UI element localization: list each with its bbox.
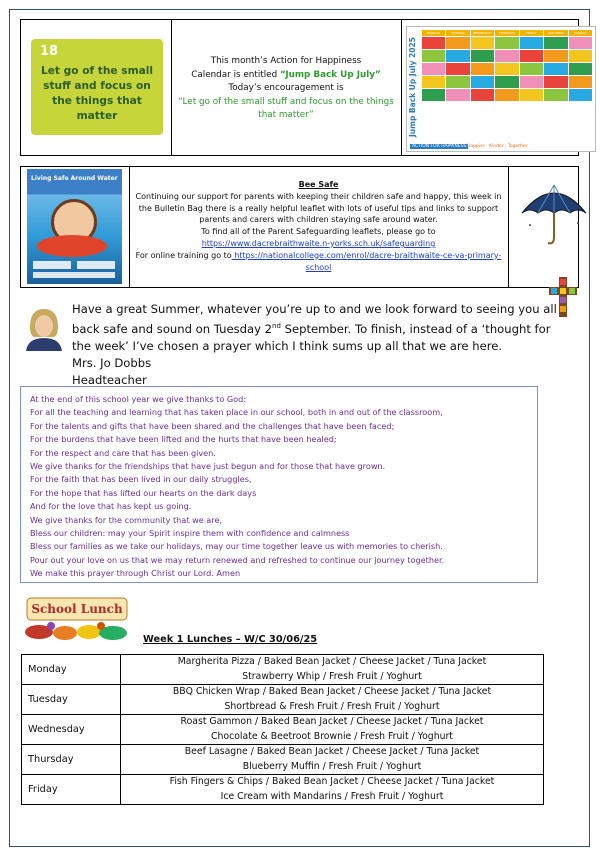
calendar-footer <box>407 142 595 151</box>
calendar-day-header: THURSDAY <box>495 30 518 36</box>
lunch-menu-line2: Blueberry Muffin / Fresh Fruit / Yoghurt <box>242 760 422 772</box>
lunch-menu <box>121 655 544 685</box>
prayer-line: For the burdens that have been lifted and the hurts that have been healed; <box>30 434 337 445</box>
calendar-day-cell <box>471 50 494 62</box>
bee-safe-section <box>20 166 579 288</box>
calendar-day-header: SUNDAY <box>569 30 592 36</box>
calendar-day-cell <box>520 89 543 101</box>
poster-title: Living Safe Around Water <box>31 175 118 182</box>
calendar-day-cell <box>495 63 518 75</box>
lunch-day: Friday <box>22 775 121 805</box>
lunch-menu-line1: BBQ Chicken Wrap / Baked Bean Jacket / Cheese Jacket / Tuna Jacket <box>172 686 492 697</box>
message-part1: Have a great Summer, whatever you’re up to and we look forward to seeing you all back safe and sound on Tuesday 2 <box>72 302 557 336</box>
headteacher-message <box>72 301 558 389</box>
bee-safe-text <box>131 179 506 273</box>
calendar-week <box>422 89 592 101</box>
calendar-day-cell <box>422 89 445 101</box>
lunch-menu <box>121 745 544 775</box>
lunch-row <box>22 715 544 745</box>
happiness-text <box>175 55 397 123</box>
happiness-line1: This month’s Action for Happiness <box>210 56 362 66</box>
bee-safe-body: Continuing our support for parents with keeping their children safe and happy, this week in the Bulletin Bag there is a really helpful leaflet with lots of useful tips and links to support parents and carers with children staying safe around water. <box>135 191 502 225</box>
swim-ring-illustration <box>37 235 107 257</box>
prayer-line: At the end of this school year we give thanks to God: <box>30 394 247 404</box>
poster-block <box>33 272 115 278</box>
calendar-footer-tagline: Happier · Kinder · Together <box>467 144 528 149</box>
lunch-row <box>22 685 544 715</box>
prayer-line: Pour out your love on us that we may return renewed and refreshed to continue our journey together. <box>30 554 445 565</box>
lunch-day: Tuesday <box>22 685 121 715</box>
lunch-menu-line2: Chocolate & Beetroot Brownie / Fresh Fruit / Yoghurt <box>211 730 453 742</box>
prayer-line: For the hope that has lifted our hearts on the dark days <box>30 487 257 498</box>
calendar-day-cell <box>544 37 567 49</box>
prayer-line: For the faith that has been lived in our daily struggles, <box>30 474 252 485</box>
lunch-menu <box>121 775 544 805</box>
bee-safe-text-cell <box>129 167 509 287</box>
calendar-week <box>422 50 592 62</box>
lunch-menu-line2: Strawberry Whip / Fresh Fruit / Yoghurt <box>242 670 422 682</box>
calendar-day-cell <box>520 37 543 49</box>
lunch-row <box>22 745 544 775</box>
calendar-day-cell <box>446 89 469 101</box>
calendar-day-cell <box>569 89 592 101</box>
calendar-day-cell <box>471 76 494 88</box>
lunch-day: Wednesday <box>22 715 121 745</box>
lunch-table <box>21 654 544 805</box>
lunch-table-body <box>22 655 544 805</box>
calendar-day-cell <box>422 37 445 49</box>
calendar-day-cell <box>544 63 567 75</box>
training-text: For online training go to <box>135 250 232 260</box>
leaflets-text: To find all of the Parent Safeguarding leaflets, please go to <box>201 227 436 237</box>
calendar-day-cell <box>446 63 469 75</box>
lunch-menu-line2: Shortbread & Fresh Fruit / Fresh Fruit / Yoghurt <box>224 700 440 712</box>
role: Headteacher <box>72 372 147 387</box>
signature: Mrs. Jo Dobbs <box>72 355 152 370</box>
umbrella-icon <box>518 179 590 249</box>
poster-block <box>77 261 115 269</box>
calendar-day-cell <box>569 37 592 49</box>
prayer-line: Bless our children: may your Spirit inspire them with confidence and calmness <box>30 528 350 539</box>
calendar-day-cell <box>495 76 518 88</box>
encouragement: “Let go of the small stuff and focus on the things that matter” <box>178 96 394 120</box>
calendar-title: “Jump Back Up July” <box>279 69 381 80</box>
calendar-week <box>422 76 592 88</box>
calendar-week <box>422 63 592 75</box>
happiness-line2 <box>175 69 397 83</box>
calendar-day-cell <box>544 50 567 62</box>
calendar-day-cell <box>422 63 445 75</box>
prayer-line: For all the teaching and learning that has taken place in our school, both in and out of the classroom, <box>30 407 443 418</box>
prayer-line: Bless our families as we take our holidays, may our time together leave us with memories to cherish. <box>30 541 443 552</box>
prayer-line: We give thanks for the friendships that have just begun and for those that have grown. <box>30 461 386 472</box>
card-text: Let go of the small stuff and focus on the things that matter <box>40 65 154 122</box>
umbrella-cell <box>508 167 578 287</box>
lunch-menu <box>121 715 544 745</box>
happiness-section <box>20 19 587 156</box>
calendar-vertical-title: Jump Back Up July 2025 <box>408 37 417 137</box>
calendar-day-header: FRIDAY <box>520 30 543 36</box>
prayer-box <box>20 386 538 583</box>
lunch-menu-line2: Ice Cream with Mandarins / Fresh Fruit / Yoghurt <box>220 790 444 802</box>
safeguarding-link[interactable]: https://www.dacrebraithwaite.n-yorks.sch.uk/safeguarding <box>201 238 436 248</box>
calendar-day-cell <box>471 37 494 49</box>
card-number: 18 <box>40 44 59 59</box>
calendar-day-cell <box>446 50 469 62</box>
calendar-day-cell <box>569 50 592 62</box>
calendar-day-cell <box>544 89 567 101</box>
calendar-footer-label: ACTION FOR HAPPINESS <box>412 144 467 149</box>
lunch-row <box>22 655 544 685</box>
calendar-days <box>422 30 592 36</box>
calendar-day-header: WEDNESDAY <box>471 30 494 36</box>
message-sup: nd <box>272 322 281 330</box>
calendar-day-header: SATURDAY <box>544 30 567 36</box>
prayer-line: And for the love that has kept us going. <box>30 501 192 512</box>
happiness-card-cell <box>21 20 172 155</box>
lunch-title: Week 1 Lunches – W/C 30/06/25 <box>143 634 318 645</box>
poster-block <box>33 261 71 269</box>
calendar-day-cell <box>495 89 518 101</box>
calendar-day-cell <box>544 76 567 88</box>
lunch-row <box>22 775 544 805</box>
calendar-grid <box>422 30 592 102</box>
happiness-card <box>31 39 163 135</box>
lunch-day: Monday <box>22 655 121 685</box>
calendar-day-cell <box>520 63 543 75</box>
poster-cell <box>21 167 130 287</box>
lunch-menu <box>121 685 544 715</box>
calendar-day-cell <box>471 89 494 101</box>
calendar-day-cell <box>495 37 518 49</box>
calendar-day-cell <box>422 50 445 62</box>
lunch-menu-line1: Fish Fingers & Chips / Baked Bean Jacket / Cheese Jacket / Tuna Jacket <box>169 776 495 787</box>
prayer-line: We make this prayer through Christ our Lord. Amen <box>30 568 241 579</box>
lunch-menu-line1: Margherita Pizza / Baked Bean Jacket / Cheese Jacket / Tuna Jacket <box>177 656 487 667</box>
prayer-line: We give thanks for the community that we are, <box>30 514 223 525</box>
school-lunch-logo <box>21 596 135 642</box>
training-line <box>131 250 506 274</box>
calendar-day-cell <box>569 76 592 88</box>
prayer-line: For the respect and care that has been given. <box>30 447 216 458</box>
happiness-line2-prefix: Calendar is entitled <box>191 69 280 80</box>
calendar-day-cell <box>446 76 469 88</box>
calendar-cell <box>401 20 587 155</box>
headteacher-photo <box>24 305 64 351</box>
calendar-week <box>422 37 592 49</box>
lunch-menu-line1: Roast Gammon / Baked Bean Jacket / Cheese Jacket / Tuna Jacket <box>180 716 484 727</box>
calendar-day-cell <box>520 50 543 62</box>
calendar-day-cell <box>495 50 518 62</box>
calendar-day-header: MONDAY <box>422 30 445 36</box>
cross-icon <box>549 277 577 317</box>
calendar-image <box>406 26 596 152</box>
bee-safe-title: Bee Safe <box>298 180 339 189</box>
calendar-day-cell <box>520 76 543 88</box>
school-lunch-logo-text: School Lunch <box>31 602 123 616</box>
happiness-text-cell <box>171 20 402 155</box>
calendar-day-header: TUESDAY <box>446 30 469 36</box>
message-paragraph <box>72 301 558 355</box>
training-link[interactable]: https://nationalcollege.com/enrol/dacre-braithwaite-ce-va-primary-school <box>231 250 502 272</box>
message-part2: September. To finish, instead of a ‘thought for the week’ I’ve chosen a prayer which I think sums up all that we are here. <box>72 321 551 353</box>
prayer-lines <box>30 393 533 581</box>
happiness-line3: Today’s encouragement is <box>228 83 344 93</box>
lunch-menu-line1: Beef Lasagne / Baked Bean Jacket / Cheese Jacket / Tuna Jacket <box>184 746 480 757</box>
calendar-day-cell <box>569 63 592 75</box>
calendar-day-cell <box>446 37 469 49</box>
prayer-line: For the talents and gifts that have been shared and the challenges that have been faced; <box>30 420 395 431</box>
calendar-day-cell <box>471 63 494 75</box>
lunch-day: Thursday <box>22 745 121 775</box>
water-safety-poster <box>27 169 122 284</box>
calendar-day-cell <box>422 76 445 88</box>
